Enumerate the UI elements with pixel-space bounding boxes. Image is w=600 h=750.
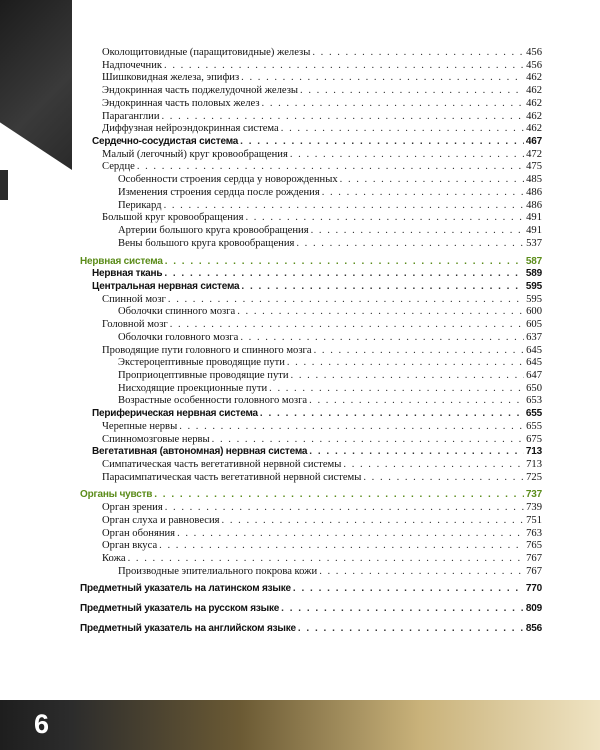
toc-entry[interactable]: [80, 60, 542, 73]
toc-leader-dots: [340, 174, 524, 187]
toc-entry[interactable]: [80, 408, 542, 421]
toc-leader-dots: [128, 553, 525, 566]
toc-entry[interactable]: [80, 332, 542, 345]
toc-leader-dots: [165, 256, 524, 269]
toc-entry-page: 655: [526, 420, 542, 432]
toc-entry-page: 472: [526, 148, 542, 160]
toc-entry-title: Сердце: [102, 161, 135, 173]
toc-entry-title: Органы чувств: [80, 489, 153, 501]
toc-leader-dots: [170, 319, 524, 332]
toc-entry-title: Нервная ткань: [92, 268, 163, 280]
toc-leader-dots: [240, 332, 524, 345]
toc-leader-dots: [222, 515, 525, 528]
toc-leader-dots: [309, 395, 524, 408]
toc-leader-dots: [319, 566, 524, 579]
toc-entry-page: 595: [526, 293, 542, 305]
toc-entry-page: 739: [526, 502, 542, 514]
toc-entry[interactable]: [80, 566, 542, 579]
toc-entry[interactable]: [80, 515, 542, 528]
toc-entry-page: 462: [526, 72, 542, 84]
decorative-side-bar: [0, 0, 72, 170]
toc-entry[interactable]: [80, 85, 542, 98]
toc-leader-dots: [293, 583, 524, 596]
toc-entry-title: Вегетативная (автономная) нервная система: [92, 446, 308, 458]
toc-entry-page: 770: [525, 583, 542, 595]
toc-entry[interactable]: [80, 528, 542, 541]
toc-entry[interactable]: [80, 395, 542, 408]
toc-entry-page: 456: [526, 47, 542, 58]
toc-entry[interactable]: [80, 446, 542, 459]
toc-entry-title: Спинной мозг: [102, 293, 166, 305]
toc-entry-page: 645: [526, 344, 542, 356]
toc-entry-page: 725: [526, 471, 542, 483]
toc-entry-title: Надпочечник: [102, 59, 163, 71]
toc-entry-page: 462: [526, 85, 542, 97]
toc-entry-page: 737: [525, 489, 542, 501]
toc-entry[interactable]: [80, 319, 542, 332]
toc-leader-dots: [322, 187, 524, 200]
toc-entry[interactable]: [80, 603, 542, 616]
toc-entry[interactable]: [80, 200, 542, 213]
toc-leader-dots: [241, 281, 523, 294]
toc-leader-dots: [281, 603, 524, 616]
toc-leader-dots: [296, 238, 524, 251]
toc-entry[interactable]: [80, 161, 542, 174]
toc-entry[interactable]: [80, 583, 542, 596]
toc-entry[interactable]: [80, 383, 542, 396]
toc-leader-dots: [168, 294, 524, 307]
toc-leader-dots: [363, 472, 524, 485]
toc-entry-title: Оболочки спинного мозга: [118, 306, 236, 318]
toc-entry-page: 765: [526, 540, 542, 552]
toc-entry-title: Предметный указатель на латинском языке: [80, 583, 291, 595]
page-number: 6: [34, 709, 50, 739]
toc-entry[interactable]: [80, 502, 542, 515]
toc-entry-page: 600: [526, 306, 542, 318]
toc-gap: [80, 616, 542, 623]
toc-leader-dots: [237, 306, 524, 319]
toc-entry-page: 595: [525, 280, 542, 292]
toc-leader-dots: [309, 446, 524, 459]
toc-entry[interactable]: [80, 553, 542, 566]
footer-band: [0, 700, 600, 750]
toc-entry-page: 456: [526, 59, 542, 71]
toc-entry-page: 763: [526, 527, 542, 539]
toc-entry-title: Перикард: [118, 199, 162, 211]
toc-entry[interactable]: [80, 434, 542, 447]
toc-entry[interactable]: [80, 98, 542, 111]
toc-entry[interactable]: [80, 281, 542, 294]
toc-entry-page: 587: [525, 255, 542, 267]
toc-entry-page: 653: [526, 395, 542, 407]
toc-entry-page: 650: [526, 382, 542, 394]
toc-leader-dots: [164, 200, 525, 213]
toc-entry-title: Экстероцептивные проводящие пути: [118, 357, 285, 369]
toc-entry-page: 605: [526, 319, 542, 331]
toc-entry-page: 767: [526, 553, 542, 565]
toc-entry-page: 675: [526, 433, 542, 445]
toc-entry[interactable]: [80, 256, 542, 269]
toc-entry[interactable]: [80, 459, 542, 472]
toc-leader-dots: [314, 345, 525, 358]
toc-leader-dots: [177, 528, 524, 541]
toc-leader-dots: [164, 268, 524, 281]
toc-entry[interactable]: [80, 149, 542, 162]
toc-entry-title: Особенности строения сердца у новорожденных: [118, 174, 338, 186]
toc-leader-dots: [137, 161, 524, 174]
toc-leader-dots: [343, 459, 524, 472]
toc-entry-title: Производные эпителиального покрова кожи: [118, 565, 318, 577]
toc-leader-dots: [240, 136, 524, 149]
toc-leader-dots: [164, 60, 524, 73]
toc-entry-title: Проприоцептивные проводящие пути: [118, 369, 289, 381]
toc-leader-dots: [260, 408, 524, 421]
toc-leader-dots: [245, 212, 524, 225]
toc-leader-dots: [241, 72, 524, 85]
toc-entry-title: Головной мозг: [102, 319, 168, 331]
toc-leader-dots: [212, 434, 524, 447]
toc-entry-title: Малый (легочный) круг кровообращения: [102, 148, 288, 160]
toc-entry[interactable]: [80, 111, 542, 124]
toc-entry-title: Изменения строения сердца после рождения: [118, 186, 320, 198]
toc-entry-page: 467: [525, 136, 542, 148]
toc-entry[interactable]: [80, 306, 542, 319]
toc-entry-title: Центральная нервная система: [92, 280, 240, 292]
toc-entry-title: Оболочки головного мозга: [118, 331, 239, 343]
toc-entry-title: Черепные нервы: [102, 420, 178, 432]
toc-leader-dots: [300, 85, 524, 98]
toc-entry-page: 485: [526, 174, 542, 186]
decorative-side-bar-edge: [0, 170, 8, 200]
toc-entry-page: 655: [525, 408, 542, 420]
toc-entry-title: Орган слуха и равновесия: [102, 514, 220, 526]
toc-entry[interactable]: [80, 345, 542, 358]
toc-leader-dots: [154, 489, 524, 502]
toc-leader-dots: [165, 502, 524, 515]
toc-entry-page: 637: [526, 331, 542, 343]
toc-entry[interactable]: [80, 238, 542, 251]
toc-entry[interactable]: [80, 72, 542, 85]
toc-entry-page: 767: [526, 565, 542, 577]
toc-entry-title: Большой круг кровообращения: [102, 212, 244, 224]
toc-entry-title: Предметный указатель на русском языке: [80, 603, 280, 615]
toc-entry-title: Орган зрения: [102, 502, 163, 514]
toc-entry[interactable]: [80, 357, 542, 370]
toc-entry-title: Кожа: [102, 553, 126, 565]
toc-entry[interactable]: [80, 421, 542, 434]
toc-entry[interactable]: [80, 370, 542, 383]
toc-entry-title: Эндокринная часть половых желез: [102, 97, 260, 109]
toc-entry[interactable]: [80, 47, 542, 60]
toc-entry-title: Параганглии: [102, 110, 160, 122]
toc-entry-title: Спинномозговые нервы: [102, 433, 210, 445]
toc-entry-page: 462: [526, 97, 542, 109]
toc-entry-title: Артерии большого круга кровообращения: [118, 225, 309, 237]
toc-entry-page: 809: [525, 603, 542, 615]
toc-leader-dots: [281, 123, 524, 136]
toc-entry-page: 462: [526, 123, 542, 135]
toc-entry-title: Сердечно-сосудистая система: [92, 136, 239, 148]
toc-leader-dots: [162, 111, 525, 124]
toc-entry-page: 491: [526, 212, 542, 224]
toc-entry-title: Шишковидная железа, эпифиз: [102, 72, 240, 84]
toc-entry-title: Предметный указатель на английском языке: [80, 622, 296, 634]
table-of-contents: [80, 47, 542, 636]
toc-entry-title: Симпатическая часть вегетативной нервной системы: [102, 459, 342, 470]
toc-entry-title: Орган обоняния: [102, 527, 176, 539]
toc-entry[interactable]: [80, 212, 542, 225]
toc-leader-dots: [269, 383, 524, 396]
toc-entry-page: 647: [526, 369, 542, 381]
toc-entry[interactable]: [80, 225, 542, 238]
toc-entry[interactable]: [80, 268, 542, 281]
toc-leader-dots: [311, 225, 525, 238]
toc-entry-title: Парасимпатическая часть вегетативной нервной системы: [102, 471, 362, 483]
toc-leader-dots: [291, 370, 525, 383]
toc-entry-page: 856: [525, 622, 542, 634]
toc-entry-page: 486: [526, 186, 542, 198]
toc-entry-title: Нисходящие проекционные пути: [118, 382, 268, 394]
toc-entry-title: Эндокринная часть поджелудочной железы: [102, 85, 299, 97]
toc-entry-page: 713: [525, 446, 542, 458]
toc-leader-dots: [298, 623, 524, 636]
toc-leader-dots: [312, 47, 524, 60]
toc-entry[interactable]: [80, 123, 542, 136]
toc-gap: [80, 596, 542, 603]
toc-entry-page: 491: [526, 225, 542, 237]
toc-entry-page: 486: [526, 199, 542, 211]
toc-entry[interactable]: [80, 623, 542, 636]
toc-entry[interactable]: [80, 472, 542, 485]
toc-entry-title: Периферическая нервная система: [92, 408, 258, 420]
toc-entry[interactable]: [80, 489, 542, 502]
toc-leader-dots: [287, 357, 524, 370]
toc-entry-title: Возрастные особенности головного мозга: [118, 395, 308, 407]
toc-entry-page: 589: [525, 268, 542, 280]
toc-leader-dots: [262, 98, 525, 111]
toc-leader-dots: [179, 421, 524, 434]
toc-entry-title: Околощитовидные (паращитовидные) железы: [102, 47, 311, 58]
toc-entry-page: 645: [526, 357, 542, 369]
toc-entry-title: Диффузная нейроэндокринная система: [102, 123, 279, 135]
toc-leader-dots: [290, 149, 524, 162]
toc-entry-page: 713: [526, 459, 542, 470]
toc-entry[interactable]: [80, 187, 542, 200]
toc-entry[interactable]: [80, 136, 542, 149]
toc-entry-page: 537: [526, 237, 542, 249]
toc-entry-title: Вены большого круга кровообращения: [118, 237, 295, 249]
toc-leader-dots: [159, 540, 524, 553]
toc-entry[interactable]: [80, 294, 542, 307]
toc-entry-page: 462: [526, 110, 542, 122]
toc-entry-title: Орган вкуса: [102, 540, 158, 552]
toc-entry-title: Проводящие пути головного и спинного мозга: [102, 344, 312, 356]
toc-entry[interactable]: [80, 174, 542, 187]
toc-entry[interactable]: [80, 540, 542, 553]
toc-entry-page: 475: [526, 161, 542, 173]
toc-entry-title: Нервная система: [80, 255, 163, 267]
toc-entry-page: 751: [526, 514, 542, 526]
